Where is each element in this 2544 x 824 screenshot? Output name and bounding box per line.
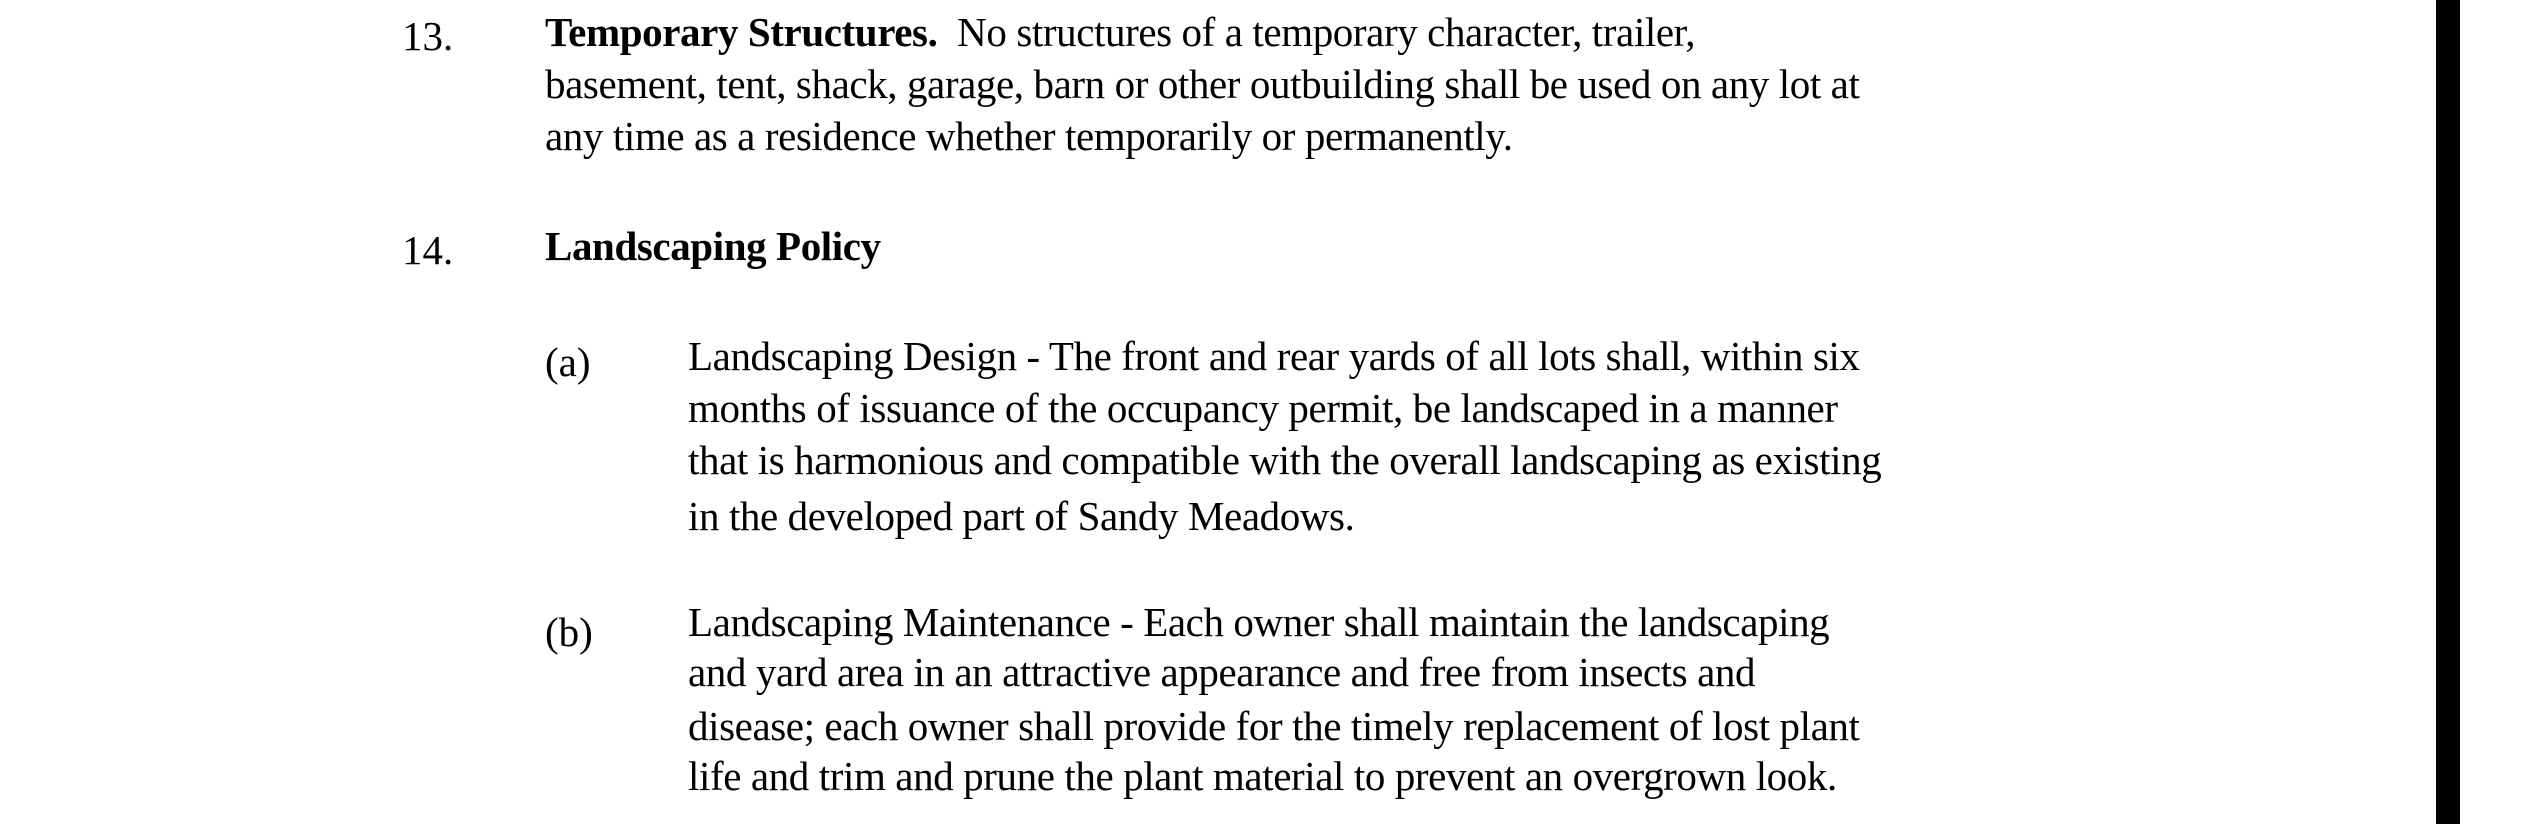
section-13-number: 13.: [402, 13, 454, 59]
section-13-text-line-3: any time as a residence whether temporarily or permanently.: [545, 113, 1513, 159]
item-a-line-2: months of issuance of the occupancy permit, be landscaped in a manner: [688, 385, 1838, 431]
item-b-line-1: Landscaping Maintenance - Each owner shall maintain the landscaping: [688, 599, 1830, 645]
item-b-line-2: and yard area in an attractive appearance and free from insects and: [688, 649, 1756, 695]
section-13-first-line: [545, 8, 1695, 56]
scan-border-edge: [2436, 0, 2460, 824]
item-a-line-3: that is harmonious and compatible with the overall landscaping as existing: [688, 437, 1882, 483]
item-b-line-3: disease; each owner shall provide for the timely replacement of lost plant: [688, 703, 1860, 749]
item-a-line-4: in the developed part of Sandy Meadows.: [688, 493, 1355, 539]
section-13-text-line-2: basement, tent, shack, garage, barn or other outbuilding shall be used on any lot at: [545, 61, 1860, 107]
item-b-label: (b): [545, 609, 593, 655]
section-14-number: 14.: [402, 227, 454, 273]
item-a-label: (a): [545, 339, 591, 385]
section-14-title: Landscaping Policy: [545, 223, 881, 269]
section-13-text-line-1: No structures of a temporary character, trailer,: [957, 9, 1696, 55]
item-a-line-1: Landscaping Design - The front and rear yards of all lots shall, within six: [688, 333, 1860, 379]
item-b-line-4: life and trim and prune the plant material to prevent an overgrown look.: [688, 753, 1837, 799]
section-13-title: Temporary Structures.: [545, 9, 938, 55]
